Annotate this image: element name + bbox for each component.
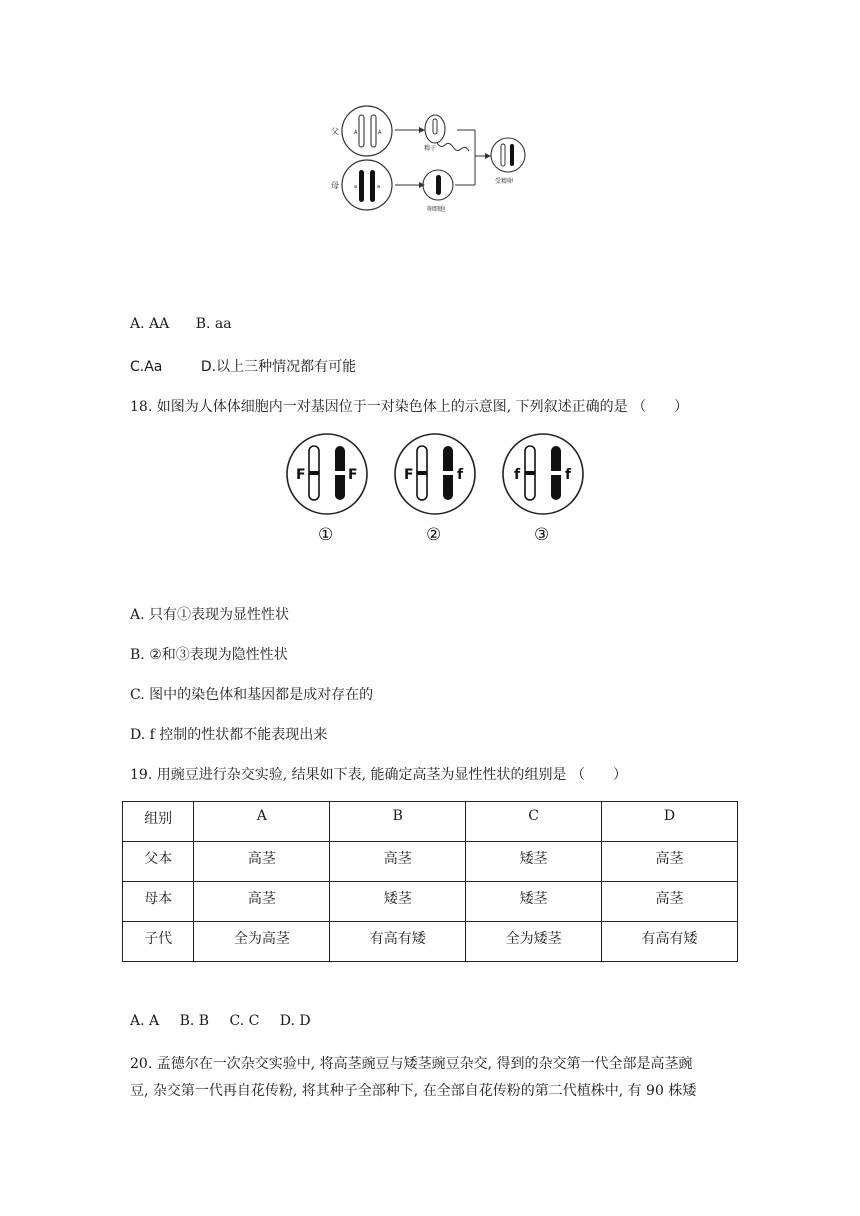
q19-option-d: D. D xyxy=(279,1013,311,1029)
q17-options-row2 xyxy=(130,356,356,376)
table-cell: 子代 xyxy=(123,922,194,962)
cell-2-right-gene: f xyxy=(457,467,464,483)
table-cell: 全为矮茎 xyxy=(466,922,602,962)
table-cell: 有高有矮 xyxy=(330,922,466,962)
table-cell: 有高有矮 xyxy=(602,922,738,962)
table-cell: 高茎 xyxy=(330,842,466,882)
q17-option-a: A. AA xyxy=(130,316,170,332)
q19-options xyxy=(130,1013,311,1029)
zygote-label: 受精卵 xyxy=(495,178,514,185)
table-row xyxy=(123,882,738,922)
cell-2-number: ② xyxy=(426,525,442,545)
cell-1-left-gene: F xyxy=(296,467,306,483)
table-cell: B xyxy=(330,802,466,842)
cell-3 xyxy=(503,434,583,545)
table-cell: A xyxy=(194,802,330,842)
table-cell: 高茎 xyxy=(602,882,738,922)
cell-3-number: ③ xyxy=(534,525,550,545)
table-cell: 母本 xyxy=(123,882,194,922)
mother-gene-right: a xyxy=(377,184,381,190)
q19-option-b: B. B xyxy=(179,1013,210,1029)
q20-line-1: 20. 孟德尔在一次杂交实验中, 将高茎豌豆与矮茎豌豆杂交, 得到的杂交第一代全部是高茎豌 xyxy=(130,1056,693,1072)
cell-1 xyxy=(287,434,367,545)
cell-2 xyxy=(395,434,475,545)
q19-table xyxy=(122,801,738,962)
q18-option-b: B. ②和③表现为隐性性状 xyxy=(130,647,288,663)
q19-option-a: A. A xyxy=(130,1013,160,1029)
cell-2-left-gene: F xyxy=(404,467,414,483)
table-cell: 高茎 xyxy=(194,842,330,882)
table-cell: 高茎 xyxy=(602,842,738,882)
q17-option-d: D.以上三种情况都有可能 xyxy=(200,359,357,375)
cell-3-left-gene: f xyxy=(514,467,521,483)
chromosome-pair-diagram xyxy=(285,432,595,550)
q18-option-c: C. 图中的染色体和基因都是成对存在的 xyxy=(130,687,374,703)
zygote-cell xyxy=(491,138,525,172)
fertilization-diagram xyxy=(325,100,540,220)
q19-option-c: C. C xyxy=(229,1013,260,1029)
table-row xyxy=(123,842,738,882)
table-cell: D xyxy=(602,802,738,842)
q17-option-c: C.Aa xyxy=(130,359,163,375)
cell-3-right-gene: f xyxy=(565,467,572,483)
father-gene-right: A xyxy=(378,130,382,136)
q18-option-d: D. f 控制的性状都不能表现出来 xyxy=(130,727,328,743)
table-cell: 矮茎 xyxy=(330,882,466,922)
sperm-tail xyxy=(437,143,469,151)
table-row xyxy=(123,922,738,962)
q17-option-b: B. aa xyxy=(195,316,232,332)
father-label: 父 xyxy=(331,127,339,136)
table-cell: 矮茎 xyxy=(466,842,602,882)
father-cell xyxy=(342,106,392,156)
table-cell: 组别 xyxy=(123,802,194,842)
q17-options-row1 xyxy=(130,316,232,332)
cell-1-number: ① xyxy=(318,525,334,545)
father-gene-left: A xyxy=(354,130,358,136)
egg-label: 卵细胞 xyxy=(427,206,446,213)
table-cell: 矮茎 xyxy=(466,882,602,922)
table-header-row xyxy=(123,802,738,842)
table-cell: 父本 xyxy=(123,842,194,882)
mother-label: 母 xyxy=(331,181,339,190)
sperm-label: 精子 xyxy=(424,145,437,152)
mother-gene-left: a xyxy=(354,184,358,190)
table-cell: 高茎 xyxy=(194,882,330,922)
q19-stem: 19. 用豌豆进行杂交实验, 结果如下表, 能确定高茎为显性性状的组别是 （ ） xyxy=(130,767,627,783)
q18-option-a: A. 只有①表现为显性性状 xyxy=(130,607,290,623)
table-cell: C xyxy=(466,802,602,842)
mother-cell xyxy=(342,160,392,210)
cell-1-right-gene: F xyxy=(348,467,358,483)
table-cell: 全为高茎 xyxy=(194,922,330,962)
q20-line-2: 豆, 杂交第一代再自花传粉, 将其种子全部种下, 在全部自花传粉的第二代植株中, 有 90 株矮 xyxy=(130,1083,697,1099)
q18-stem: 18. 如图为人体体细胞内一对基因位于一对染色体上的示意图, 下列叙述正确的是 （ ） xyxy=(130,399,689,415)
